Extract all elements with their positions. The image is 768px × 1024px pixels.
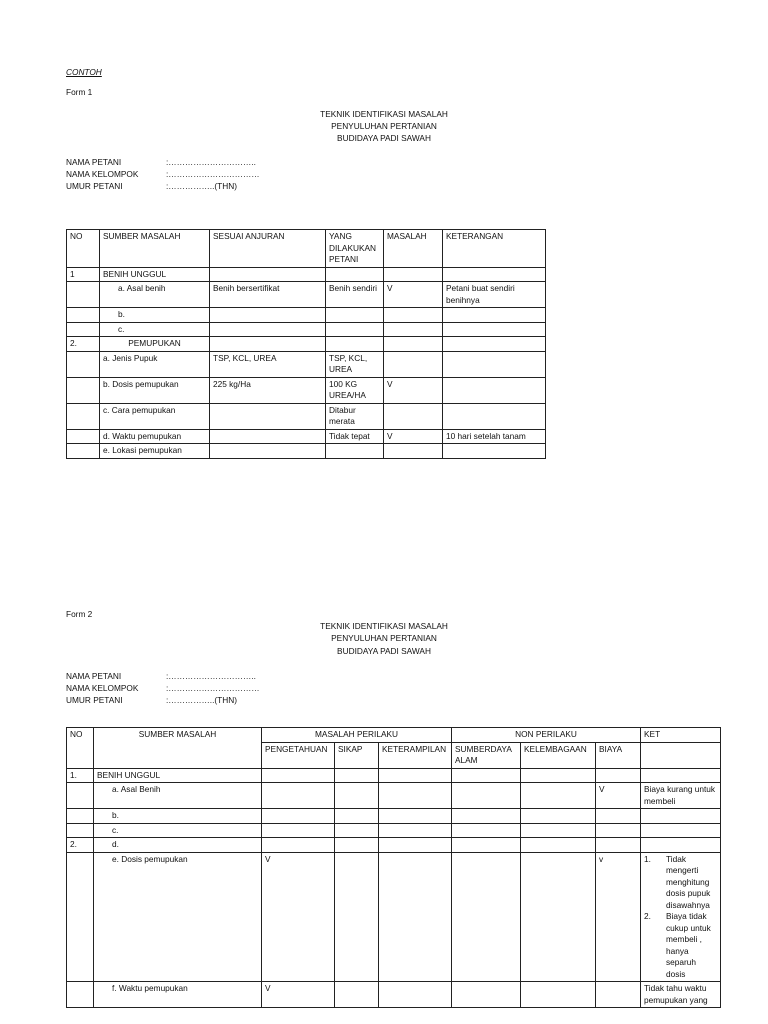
table-cell: e. Lokasi pemupukan [100, 444, 210, 459]
table-row [67, 351, 546, 377]
table-row [67, 267, 546, 282]
table-cell [521, 809, 596, 824]
header-cell: YANG DILAKUKAN PETANI [326, 230, 384, 268]
table-cell [384, 444, 443, 459]
header-cell: SUMBER MASALAH [94, 728, 262, 769]
table-cell [326, 322, 384, 337]
table-cell [67, 444, 100, 459]
table-cell: 2. [67, 838, 94, 853]
table-cell [641, 838, 721, 853]
table-cell [262, 838, 335, 853]
contoh-label: CONTOH [66, 67, 102, 77]
table-cell [443, 308, 546, 323]
table-cell [452, 838, 521, 853]
table-cell [326, 444, 384, 459]
table-cell: c. [100, 322, 210, 337]
table-cell: Tidak tahu waktu pemupukan yang [641, 982, 721, 1008]
table-cell [443, 377, 546, 403]
table-cell [262, 768, 335, 783]
table-cell: BENIH UNGGUL [94, 768, 262, 783]
table-cell [335, 768, 379, 783]
header-cell: NO [67, 728, 94, 769]
table-row [67, 308, 546, 323]
table-cell [379, 982, 452, 1008]
table-row [67, 823, 721, 838]
table-cell [326, 308, 384, 323]
table-cell: Tidak tepat [326, 429, 384, 444]
table-cell: b. Dosis pemupukan [100, 377, 210, 403]
table-cell [379, 809, 452, 824]
table-cell [521, 783, 596, 809]
table-cell [521, 823, 596, 838]
table-cell: e. Dosis pemupukan [94, 852, 262, 982]
table-cell [521, 838, 596, 853]
table-cell: 1. [67, 768, 94, 783]
table-cell: b. [100, 308, 210, 323]
table-cell [210, 322, 326, 337]
table-cell: BENIH UNGGUL [100, 267, 210, 282]
table-cell: 100 KG UREA/HA [326, 377, 384, 403]
table-cell [262, 783, 335, 809]
table-cell: d. [94, 838, 262, 853]
table-cell [67, 852, 94, 982]
table-row [67, 377, 546, 403]
table-cell [443, 403, 546, 429]
form2-field-nama-kelompok-label: NAMA KELOMPOK [66, 683, 139, 693]
table-row [67, 322, 546, 337]
table-cell [641, 768, 721, 783]
table-cell: d. Waktu pemupukan [100, 429, 210, 444]
table-cell [641, 823, 721, 838]
table-cell [379, 768, 452, 783]
table-cell [67, 377, 100, 403]
form2-label: Form 2 [66, 609, 93, 619]
table-row [67, 838, 721, 853]
table-cell [443, 337, 546, 352]
header-cell [641, 742, 721, 768]
table-cell [384, 351, 443, 377]
table-cell: c. Cara pemupukan [100, 403, 210, 429]
header-cell: KETERANGAN [443, 230, 546, 268]
table-cell [521, 852, 596, 982]
table-cell [384, 403, 443, 429]
table-cell: TSP, KCL, UREA [326, 351, 384, 377]
table-cell [452, 783, 521, 809]
table-cell [335, 982, 379, 1008]
table-cell [384, 337, 443, 352]
table-cell: v [596, 852, 641, 982]
table-cell [67, 403, 100, 429]
table-cell: V [262, 852, 335, 982]
header-cell: BIAYA [596, 742, 641, 768]
table-cell [596, 982, 641, 1008]
table-cell [210, 267, 326, 282]
table-cell: V [384, 377, 443, 403]
table-row [67, 337, 546, 352]
table-cell: Biaya kurang untuk membeli [641, 783, 721, 809]
table-cell [335, 783, 379, 809]
table-cell [443, 322, 546, 337]
table-cell [452, 982, 521, 1008]
table-cell [262, 809, 335, 824]
ket-list-number: 2. [644, 911, 651, 921]
ket-list-cell [641, 852, 721, 982]
header-cell: MASALAH PERILAKU [262, 728, 452, 743]
form1-field-nama-kelompok-value: :…………………………… [166, 169, 260, 179]
form2-field-nama-kelompok-value: :…………………………… [166, 683, 260, 693]
table-cell [326, 267, 384, 282]
form1-title-1: TEKNIK IDENTIFIKASI MASALAH [320, 109, 448, 119]
table-cell [335, 823, 379, 838]
table-cell [521, 982, 596, 1008]
table-cell: a. Jenis Pupuk [100, 351, 210, 377]
table-cell [384, 267, 443, 282]
table-cell [67, 322, 100, 337]
table-cell: TSP, KCL, UREA [210, 351, 326, 377]
header-cell: KELEMBAGAAN [521, 742, 596, 768]
form2-title-1: TEKNIK IDENTIFIKASI MASALAH [320, 621, 448, 631]
table-cell [443, 444, 546, 459]
table-cell: Benih bersertifikat [210, 282, 326, 308]
form1-field-umur-petani-label: UMUR PETANI [66, 181, 123, 191]
table-cell [335, 809, 379, 824]
table-cell: a. Asal Benih [94, 783, 262, 809]
form2-title-3: BUDIDAYA PADI SAWAH [337, 646, 431, 656]
form1-field-nama-kelompok-label: NAMA KELOMPOK [66, 169, 139, 179]
ket-list-text: Tidak mengerti menghitung dosis pupuk disawahnya [666, 853, 711, 910]
form1-table [66, 229, 546, 459]
header-cell: SUMBERDAYA ALAM [452, 742, 521, 768]
table-cell: 1 [67, 267, 100, 282]
header-cell: NO [67, 230, 100, 268]
table-cell [443, 351, 546, 377]
form2-title-2: PENYULUHAN PERTANIAN [331, 633, 437, 643]
table-cell [67, 282, 100, 308]
table-cell [210, 403, 326, 429]
table-cell [67, 809, 94, 824]
table-cell [335, 838, 379, 853]
table-cell [596, 838, 641, 853]
table-cell [384, 322, 443, 337]
table-cell [379, 783, 452, 809]
table-cell: Ditabur merata [326, 403, 384, 429]
form2-field-nama-petani-label: NAMA PETANI [66, 671, 122, 681]
table-cell [335, 852, 379, 982]
table-cell: Petani buat sendiri benihnya [443, 282, 546, 308]
table-cell [521, 768, 596, 783]
header-cell: NON PERILAKU [452, 728, 641, 743]
table-cell [452, 768, 521, 783]
form1-field-umur-petani-value: :……………..(THN) [166, 181, 237, 191]
header-cell: SIKAP [335, 742, 379, 768]
table-cell [452, 809, 521, 824]
table-header-row [67, 230, 546, 268]
table-cell: c. [94, 823, 262, 838]
form2-table [66, 727, 721, 1008]
table-cell [210, 308, 326, 323]
table-cell [67, 308, 100, 323]
table-row [67, 982, 721, 1008]
table-cell [210, 429, 326, 444]
table-cell [384, 308, 443, 323]
table-cell: V [384, 429, 443, 444]
table-cell [379, 852, 452, 982]
table-cell: 10 hari setelah tanam [443, 429, 546, 444]
table-cell [596, 809, 641, 824]
table-cell [596, 768, 641, 783]
ket-list-number: 1. [644, 853, 651, 864]
table-cell: f. Waktu pemupukan [94, 982, 262, 1008]
table-row [67, 768, 721, 783]
table-row [67, 429, 546, 444]
table-cell [452, 823, 521, 838]
table-row [67, 783, 721, 809]
ket-list-item [644, 911, 717, 980]
table-cell [67, 982, 94, 1008]
table-cell [641, 809, 721, 824]
table-row [67, 809, 721, 824]
header-cell: PENGETAHUAN [262, 742, 335, 768]
table-cell: 225 kg/Ha [210, 377, 326, 403]
table-cell [379, 823, 452, 838]
form2-field-umur-petani-value: :……………..(THN) [166, 695, 237, 705]
table-cell [452, 852, 521, 982]
table-header-row [67, 728, 721, 743]
table-cell: Benih sendiri [326, 282, 384, 308]
table-row [67, 852, 721, 982]
table-cell [596, 823, 641, 838]
table-cell [210, 444, 326, 459]
table-row [67, 282, 546, 308]
header-cell: KET [641, 728, 721, 743]
table-cell [67, 351, 100, 377]
table-cell [262, 823, 335, 838]
ket-list-item [644, 854, 717, 912]
table-cell [379, 838, 452, 853]
table-cell: V [384, 282, 443, 308]
table-cell [67, 783, 94, 809]
form2-field-umur-petani-label: UMUR PETANI [66, 695, 123, 705]
header-cell: MASALAH [384, 230, 443, 268]
ket-list-text: Biaya tidak cukup untuk membeli , hanya separuh dosis [666, 911, 711, 979]
table-cell: 2. [67, 337, 100, 352]
table-cell [326, 337, 384, 352]
form2-field-nama-petani-value: :………………………….. [166, 671, 256, 681]
table-row [67, 444, 546, 459]
table-cell [67, 429, 100, 444]
table-cell: V [596, 783, 641, 809]
table-cell: b. [94, 809, 262, 824]
table-cell [210, 337, 326, 352]
table-cell: PEMUPUKAN [100, 337, 210, 352]
form1-field-nama-petani-value: :………………………….. [166, 157, 256, 167]
form1-label: Form 1 [66, 87, 93, 97]
table-cell [443, 267, 546, 282]
form1-title-2: PENYULUHAN PERTANIAN [331, 121, 437, 131]
header-cell: SUMBER MASALAH [100, 230, 210, 268]
table-cell [67, 823, 94, 838]
header-cell: SESUAI ANJURAN [210, 230, 326, 268]
table-cell: a. Asal benih [100, 282, 210, 308]
header-cell: KETERAMPILAN [379, 742, 452, 768]
table-cell: V [262, 982, 335, 1008]
form1-field-nama-petani-label: NAMA PETANI [66, 157, 122, 167]
table-row [67, 403, 546, 429]
form1-title-3: BUDIDAYA PADI SAWAH [337, 133, 431, 143]
